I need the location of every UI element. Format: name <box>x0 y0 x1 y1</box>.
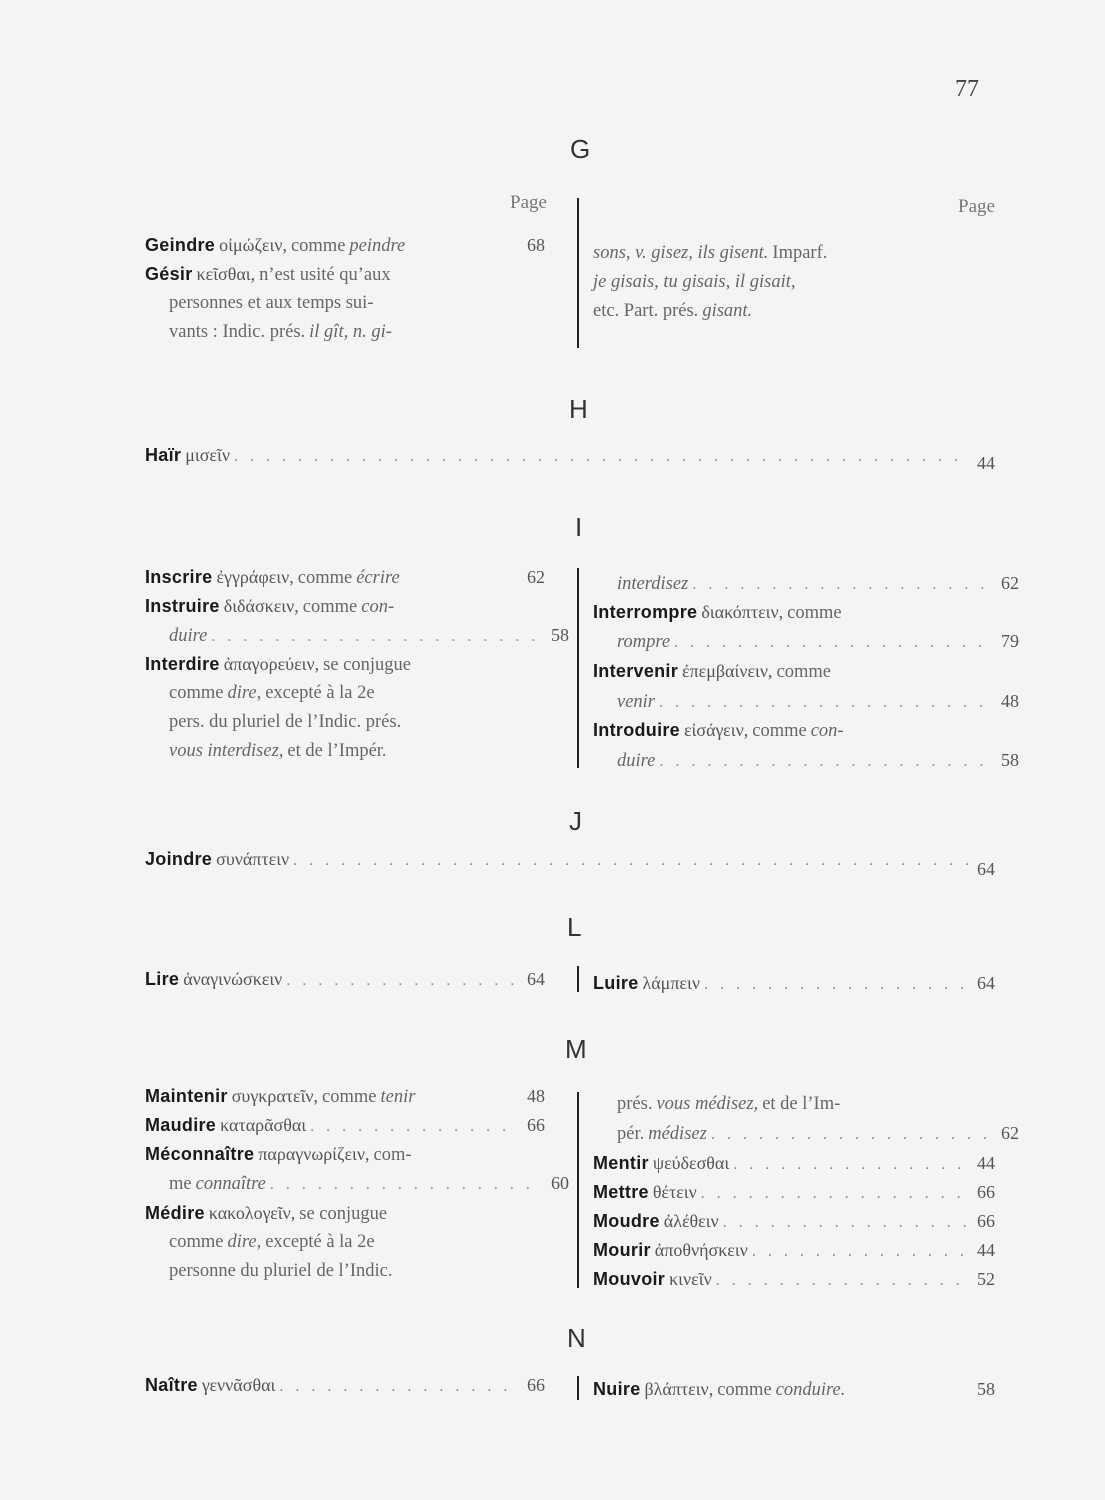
entry-lire: Lire ἀναγινώσκειν . . . 64 <box>145 964 545 994</box>
entry-intervenir-cont: venir . . . 48 <box>593 686 1019 716</box>
entry-geindre: Geindre οἰμώζειν, comme peindre 68 <box>145 235 545 256</box>
entry-intervenir: Intervenir ἐπεμβαίνειν, comme <box>593 661 831 682</box>
entry-nuire: Nuire βλάπτειν, comme conduire. 58 <box>593 1379 995 1400</box>
entry-luire: Luire λάμπειν . . . 64 <box>593 968 995 998</box>
entry-medire-cont: prés. vous médisez, et de l’Im- <box>617 1094 841 1114</box>
entry-interdire-cont: interdisez . . . 62 <box>593 568 1019 598</box>
entry-gesir-cont: etc. Part. prés. gisant. <box>593 301 753 321</box>
section-letter-n: N <box>567 1323 586 1353</box>
entry-naitre: Naître γεννᾶσθαι . . . 66 <box>145 1370 545 1400</box>
entry-interdire-cont: pers. du pluriel de l’Indic. prés. <box>169 712 402 732</box>
entry-meconnaitre: Méconnaître παραγνωρίζειν, com- <box>145 1144 412 1165</box>
entry-introduire: Introduire εἰσάγειν, comme con- <box>593 720 844 741</box>
page-number: 77 <box>955 76 979 102</box>
entry-mettre: Mettre θέτειν . . . 66 <box>593 1177 995 1207</box>
col-label-left: Page <box>510 192 547 213</box>
column-divider <box>577 568 579 768</box>
entry-joindre: Joindre συνάπτειν . . . 64 <box>145 844 995 874</box>
entry-medire: Médire κακολογεῖν, se conjugue <box>145 1203 388 1224</box>
entry-introduire-cont: duire . . . 58 <box>593 745 1019 775</box>
entry-interrompre-cont: rompre . . . 79 <box>593 626 1019 656</box>
entry-gesir-cont: vants : Indic. prés. il gît, n. gi- <box>169 322 392 342</box>
section-letter-j: J <box>569 806 582 836</box>
entry-mentir: Mentir ψεύδεσθαι . . . 44 <box>593 1148 995 1178</box>
entry-meconnaitre-cont: me connaître . . . 60 <box>145 1168 569 1198</box>
column-divider <box>577 198 579 348</box>
entry-medire-cont: personne du pluriel de l’Indic. <box>169 1261 393 1281</box>
section-letter-h: H <box>569 394 588 424</box>
entry-maintenir: Maintenir συγκρατεῖν, comme tenir 48 <box>145 1086 545 1107</box>
entry-gesir: Gésir κεῖσθαι, n’est usité qu’aux <box>145 264 391 285</box>
section-letter-l: L <box>567 912 582 942</box>
entry-interdire: Interdire ἀπαγορεύειν, se conjugue <box>145 654 411 675</box>
entry-medire-cont: comme dire, excepté à la 2e <box>169 1232 375 1252</box>
section-letter-i: I <box>575 512 583 542</box>
section-letter-m: M <box>565 1034 587 1064</box>
entry-medire-cont: pér. médisez . . . 62 <box>593 1118 1019 1148</box>
entry-instruire-cont: duire . . . 58 <box>145 620 569 650</box>
entry-hair: Haïr μισεῖν . . . 44 <box>145 440 995 470</box>
entry-interdire-cont: vous interdisez, et de l’Impér. <box>169 741 387 761</box>
col-label-right: Page <box>958 196 995 217</box>
entry-mouvoir: Mouvoir κινεῖν . . . 52 <box>593 1264 995 1294</box>
column-divider <box>577 966 579 992</box>
entry-interrompre: Interrompre διακόπτειν, comme <box>593 602 842 623</box>
column-divider <box>577 1376 579 1400</box>
entry-gesir-cont: je gisais, tu gisais, il gisait, <box>593 272 796 292</box>
entry-mourir: Mourir ἀποθνήσκειν . . . 44 <box>593 1235 995 1265</box>
entry-inscrire: Inscrire ἐγγράφειν, comme écrire 62 <box>145 567 545 588</box>
entry-moudre: Moudre ἀλέθειν . . . 66 <box>593 1206 995 1236</box>
column-divider <box>577 1092 579 1288</box>
entry-interdire-cont: comme dire, excepté à la 2e <box>169 683 375 703</box>
entry-gesir-cont: sons, v. gisez, ils gisent. Imparf. <box>593 243 828 263</box>
entry-instruire: Instruire διδάσκειν, comme con- <box>145 596 395 617</box>
entry-gesir-cont: personnes et aux temps sui- <box>169 293 374 313</box>
section-letter-g: G <box>570 134 591 164</box>
entry-maudire: Maudire καταρᾶσθαι . . . 66 <box>145 1110 545 1140</box>
